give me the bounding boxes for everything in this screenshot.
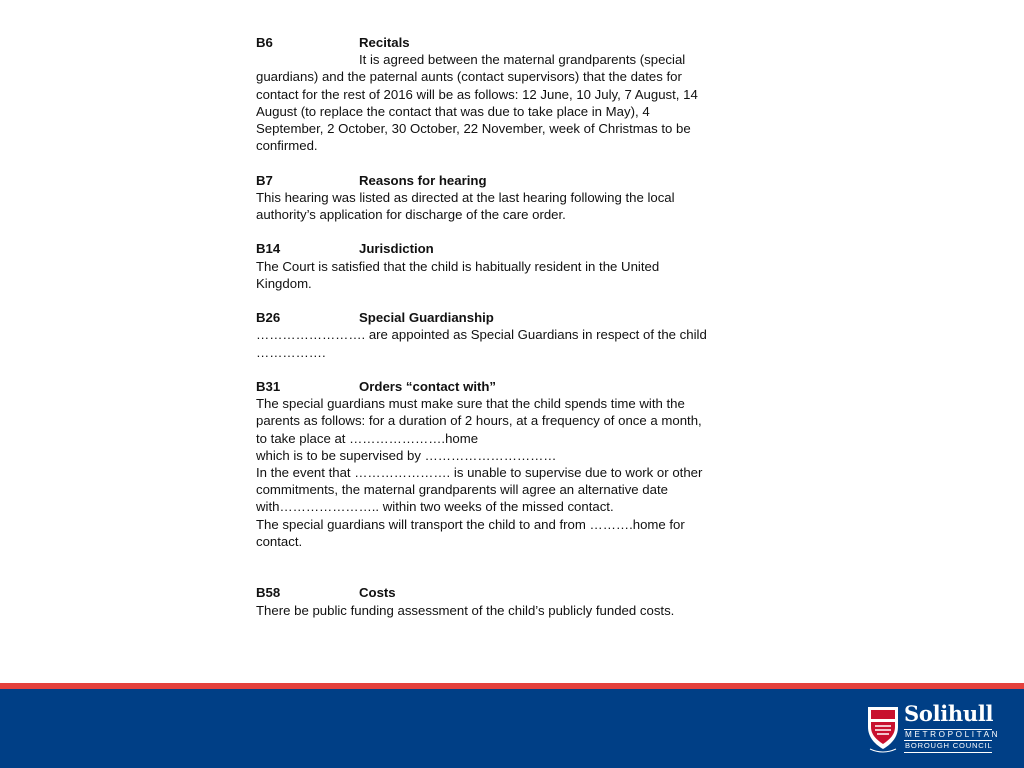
section-title: Special Guardianship: [359, 310, 494, 326]
paragraph-line: In the event that …………………. is unable to supervise due to work or other: [256, 465, 703, 481]
section-b58: [256, 584, 756, 618]
paragraph-line: contact for the rest of 2016 will be as follows: 12 June, 10 July, 7 August, 14: [256, 86, 698, 102]
paragraph-line: confirmed.: [256, 138, 318, 154]
footer-band: [0, 689, 1024, 768]
section-title: Reasons for hearing: [359, 172, 487, 188]
paragraph-line: September, 2 October, 30 October, 22 November, week of Christmas to be: [256, 121, 691, 137]
section-b14: [256, 240, 756, 292]
logo-name: Solihull: [904, 701, 994, 726]
paragraph-line: ……………………. are appointed as Special Guardians in respect of the child: [256, 327, 707, 343]
paragraph-line: contact.: [256, 533, 303, 549]
section-code: B31: [256, 379, 281, 394]
paragraph-line: guardians) and the paternal aunts (contact supervisors) that the dates for: [256, 69, 682, 85]
paragraph-line: authority’s application for discharge of the care order.: [256, 207, 566, 223]
section-header: [256, 172, 756, 189]
paragraph-line: The special guardians must make sure that the child spends time with the: [256, 396, 685, 412]
section-header: [256, 584, 756, 601]
section-b6: [256, 34, 756, 154]
section-header: [256, 34, 756, 51]
paragraph-line: The special guardians will transport the child to and from ……….home for: [256, 516, 685, 532]
section-header: [256, 240, 756, 257]
section-b31: [256, 378, 756, 550]
council-crest-icon: [866, 705, 900, 753]
section-title: Orders “contact with”: [359, 379, 497, 394]
solihull-council-logo: [866, 701, 1001, 756]
paragraph-line: It is agreed between the maternal grandparents (special: [359, 52, 686, 68]
paragraph-line: August (to replace the contact that was due to take place in May), 4: [256, 103, 650, 119]
section-b26: [256, 309, 756, 361]
paragraph-line: which is to be supervised by …………………………: [256, 447, 557, 463]
paragraph-line: commitments, the maternal grandparents will agree an alternative date: [256, 482, 668, 498]
paragraph-line: Kingdom.: [256, 275, 312, 291]
paragraph-line: The Court is satisfied that the child is habitually resident in the United: [256, 258, 660, 274]
section-code: B58: [256, 585, 281, 601]
paragraph-line: …………….: [256, 344, 326, 360]
section-title: Jurisdiction: [359, 241, 434, 257]
logo-line-borough-council: BOROUGH COUNCIL: [905, 741, 993, 750]
paragraph-line: There be public funding assessment of the child’s publicly funded costs.: [256, 602, 675, 618]
section-title: Costs: [359, 585, 396, 601]
logo-divider: [904, 752, 992, 753]
section-code: B7: [256, 172, 273, 188]
section-code: B14: [256, 241, 281, 257]
paragraph-line: to take place at ………………….home: [256, 430, 479, 446]
section-b7: [256, 172, 756, 224]
order-document: [256, 34, 756, 636]
section-code: B6: [256, 35, 273, 50]
paragraph-line: parents as follows: for a duration of 2 hours, at a frequency of once a month,: [256, 413, 702, 429]
section-code: B26: [256, 310, 281, 326]
section-title: Recitals: [359, 35, 410, 50]
paragraph-line: with………………….. within two weeks of the missed contact.: [256, 499, 614, 515]
section-header: [256, 309, 756, 326]
section-header: [256, 378, 756, 395]
logo-line-metropolitan: METROPOLITAN: [905, 730, 1001, 739]
paragraph-line: This hearing was listed as directed at the last hearing following the local: [256, 189, 675, 205]
